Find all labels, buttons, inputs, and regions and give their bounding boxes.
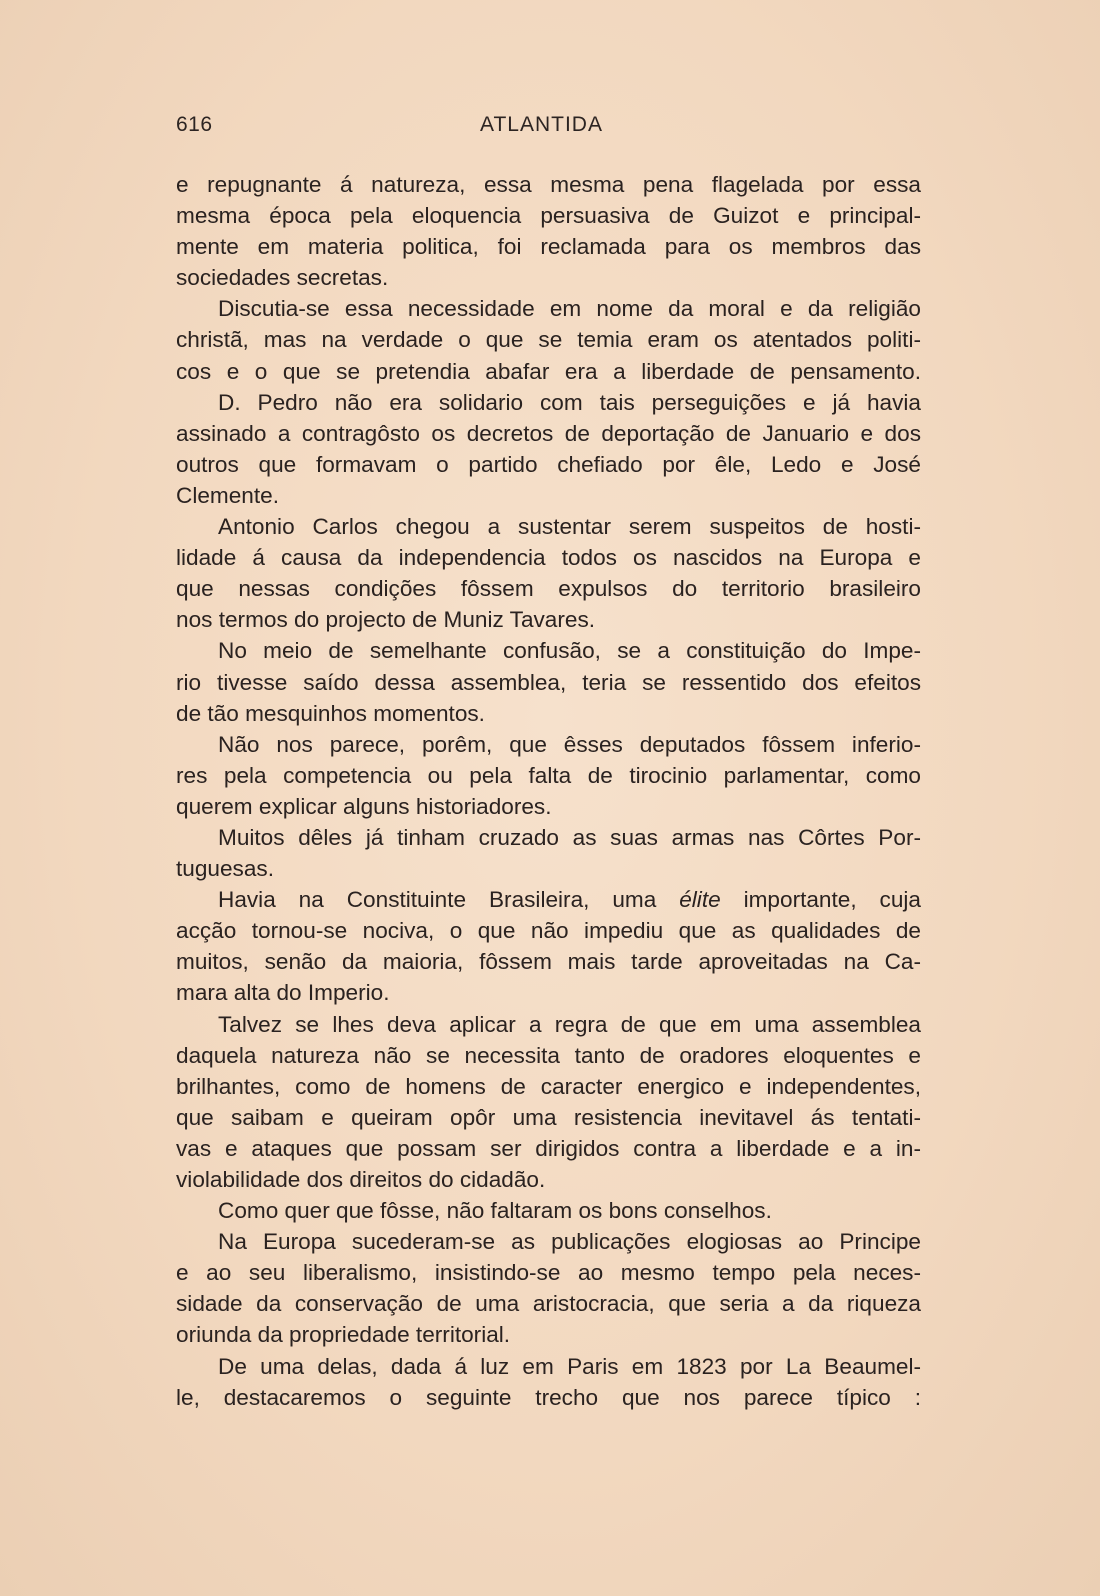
text-line: acção tornou-se nociva, o que não impediu que as qualidades de [176,918,921,944]
text-line: de tão mesquinhos momentos. [176,700,485,726]
text-line: outros que formavam o partido chefiado por êle, Ledo e José [176,451,921,477]
page-header [176,113,926,143]
text-line: violabilidade dos direitos do cidadão. [176,1167,546,1192]
text-line: D. Pedro não era solidario com tais perseguições e já havia [218,389,921,415]
text-line: assinado a contragôsto os decretos de deportação de Januario e dos [176,420,921,446]
text-line: querem explicar alguns historiadores. [176,793,552,819]
text-line: que nessas condições fôssem expulsos do territorio brasileiro [176,576,921,602]
running-title: ATLANTIDA [480,113,603,136]
text-line: sociedades secretas. [176,265,389,291]
text-line: res pela competencia ou pela falta de tirocinio parlamentar, como [176,762,921,788]
text-line: Talvez se lhes deva aplicar a regra de que em uma assemblea [218,1011,921,1037]
text-line: Não nos parece, porêm, que êsses deputados fôssem inferio- [218,731,921,757]
text-line: cos e o que se pretendia abafar era a liberdade de pensamento. [176,358,921,384]
text-line: que saibam e queiram opôr uma resistencia inevitavel ás tentati- [176,1104,921,1130]
text-line: nos termos do projecto de Muniz Tavares. [176,607,596,633]
text-line: mesma época pela eloquencia persuasiva de Guizot e principal- [176,203,921,229]
text-line: mara alta do Imperio. [176,980,390,1006]
text-line: daquela natureza não se necessita tanto de oradores eloquentes e [176,1042,921,1068]
text-line: mente em materia politica, foi reclamada para os membros das [176,234,921,260]
text-line: rio tivesse saído dessa assemblea, teria se ressentido dos efeitos [176,669,921,695]
text-line: Como quer que fôsse, não faltaram os bons conselhos. [218,1198,772,1224]
page-number: 616 [176,113,213,136]
text-line: Clemente. [176,482,279,508]
body-text [176,169,921,1413]
text-line: le, destacaremos o seguinte trecho que nos parece típico : [176,1384,921,1410]
text-line: oriunda da propriedade territorial. [176,1322,511,1348]
text-line: vas e ataques que possam ser dirigidos contra a liberdade e a in- [176,1135,921,1161]
text-line: Havia na Constituinte Brasileira, uma élite importante, cuja [218,887,921,913]
text-line: christã, mas na verdade o que se temia eram os atentados politi- [176,327,921,353]
text-line: brilhantes, como de homens de caracter energico e independentes, [176,1073,921,1099]
text-line: lidade á causa da independencia todos os nascidos na Europa e [176,545,921,571]
text-line: Discutia-se essa necessidade em nome da moral e da religião [218,296,921,322]
text-line: tuguesas. [176,856,274,882]
italic-term: élite [679,887,721,913]
text-line: Muitos dêles já tinham cruzado as suas armas nas Côrtes Por- [218,824,921,850]
text-line: No meio de semelhante confusão, se a constituição do Impe- [218,638,921,664]
text-line: De uma delas, dada á luz em Paris em 1823 por La Beaumel- [218,1353,921,1379]
text-line: e repugnante á natureza, essa mesma pena flagelada por essa [176,172,921,197]
text-line: Antonio Carlos chegou a sustentar serem suspeitos de hosti- [218,514,921,540]
text-line: Na Europa sucederam-se as publicações elogiosas ao Principe [218,1229,921,1255]
text-line: sidade da conservação de uma aristocracia, que seria a da riqueza [176,1291,921,1317]
text-line: e ao seu liberalismo, insistindo-se ao mesmo tempo pela neces- [176,1260,921,1286]
text-line: muitos, senão da maioria, fôssem mais tarde aproveitadas na Ca- [176,949,921,975]
